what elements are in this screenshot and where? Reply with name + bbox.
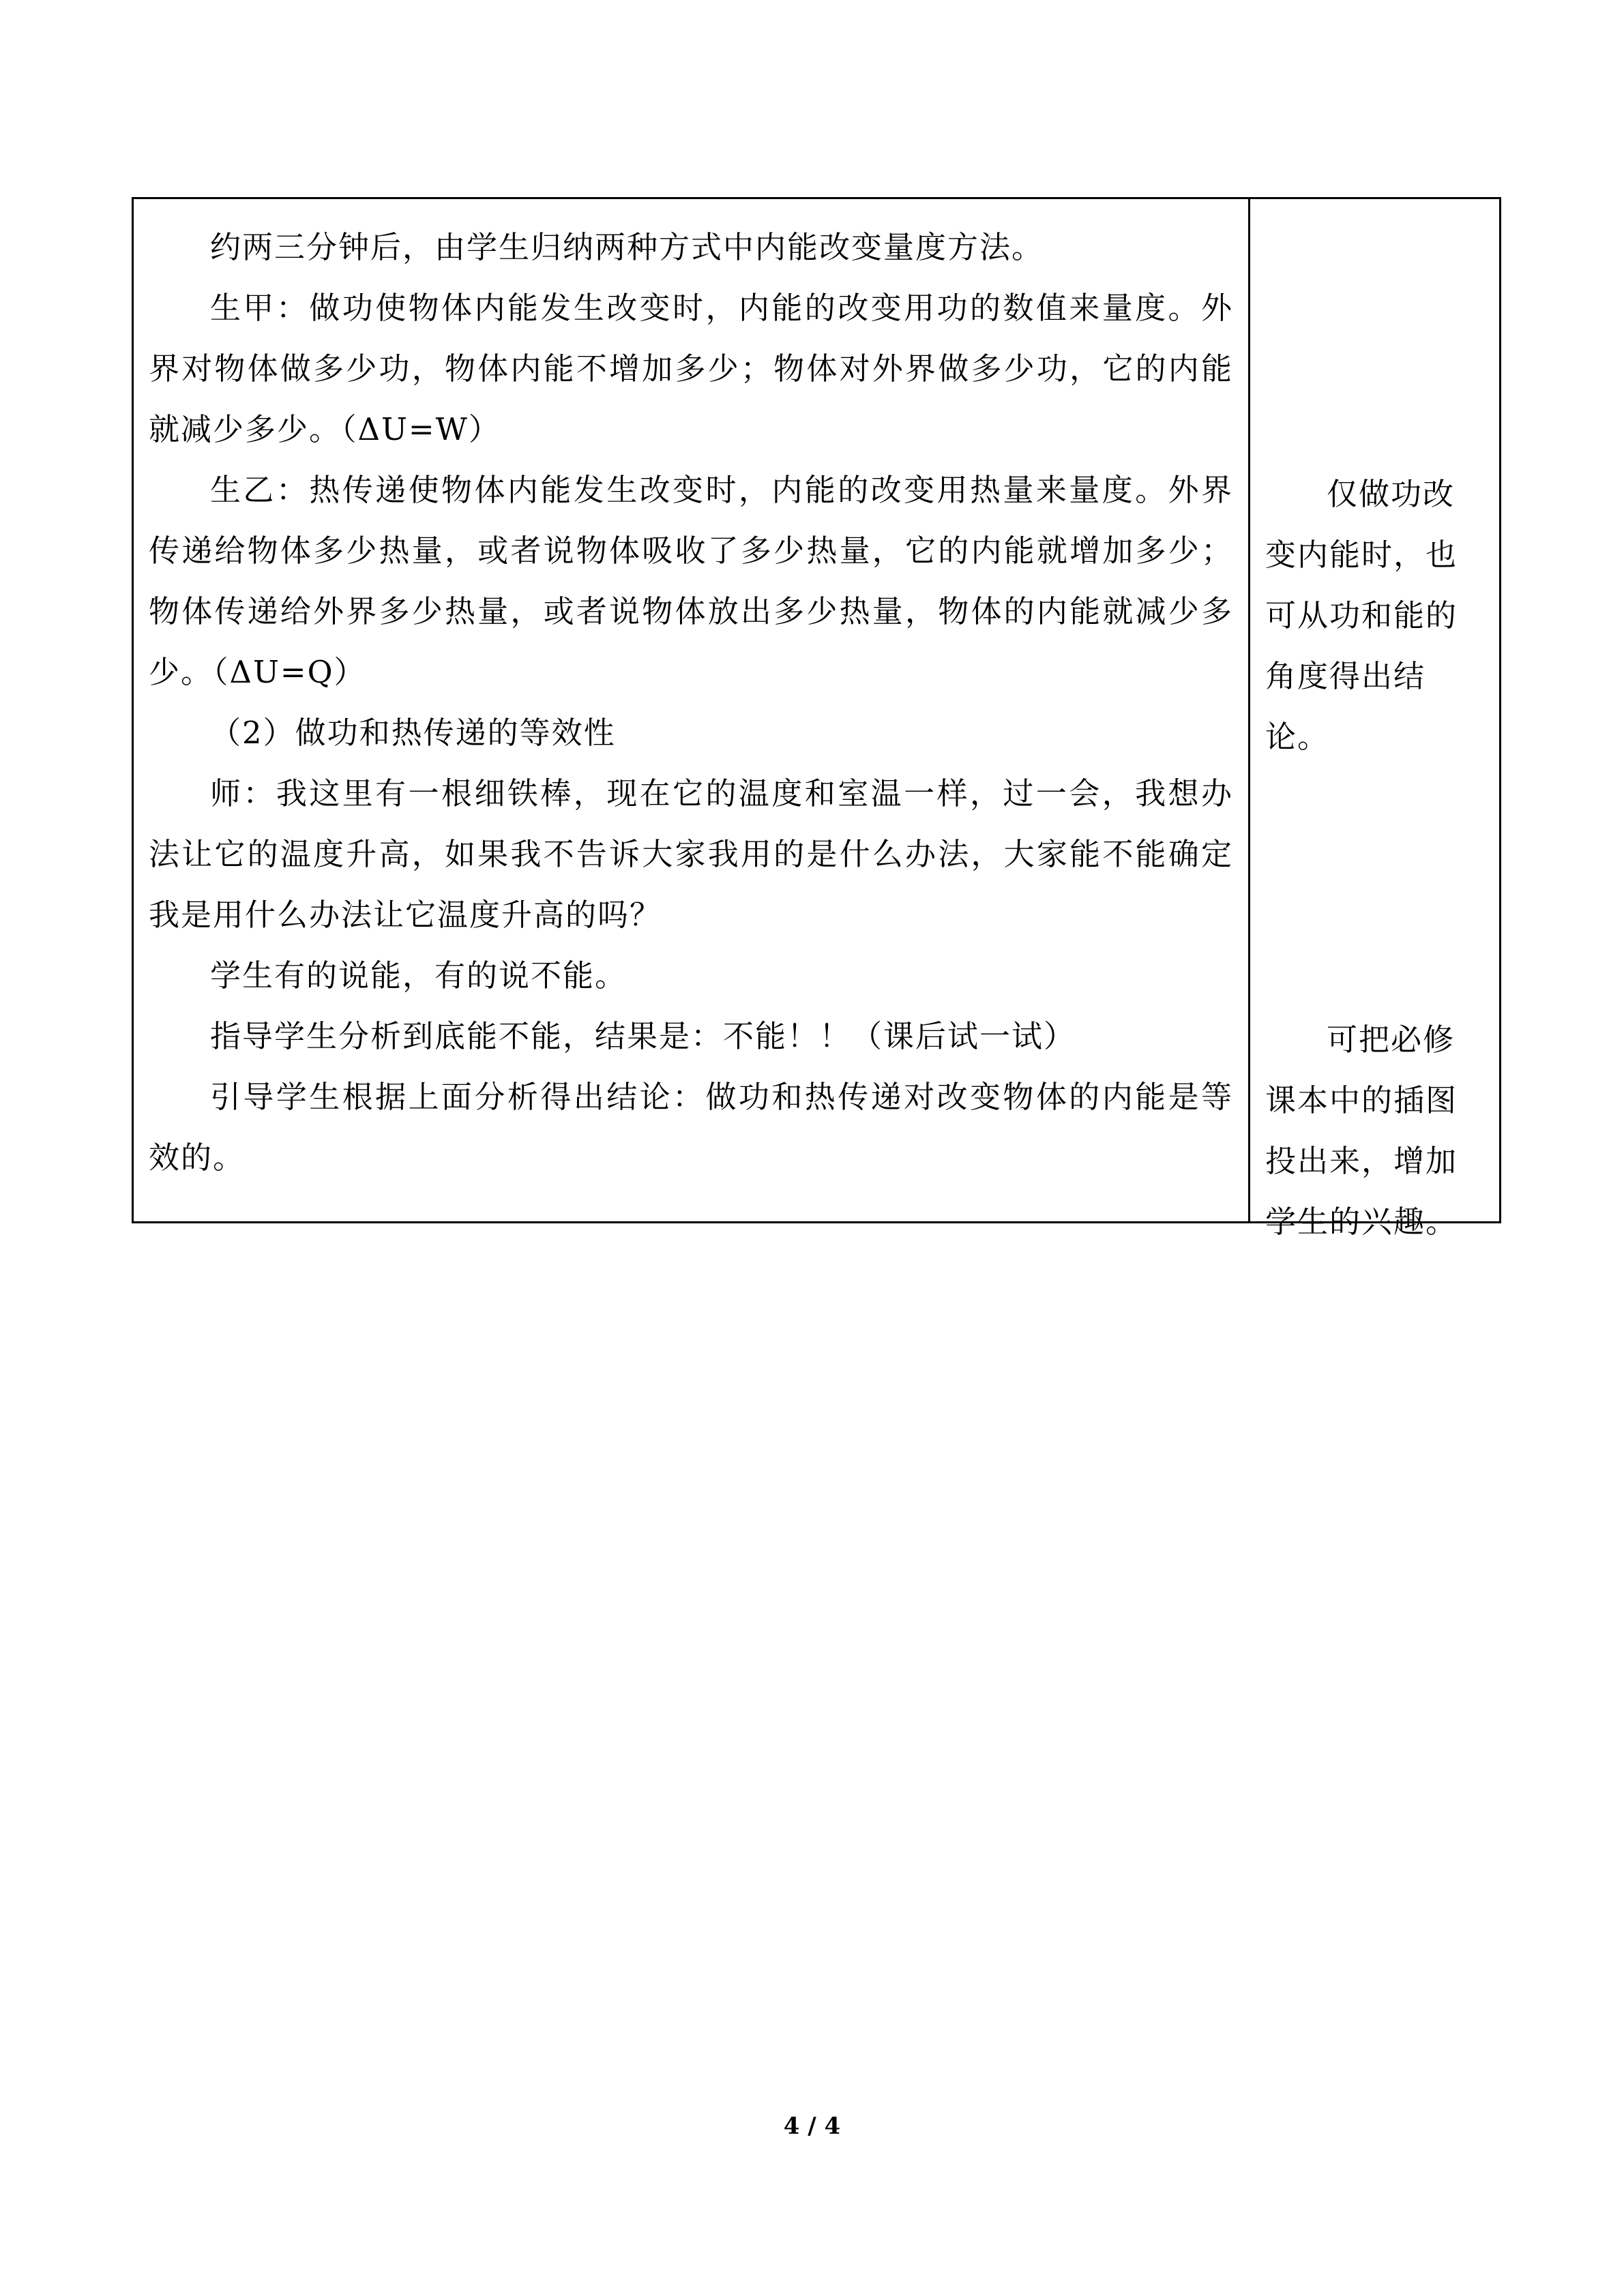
side-note-illustration: 可把必修课本中的插图投出来，增加学生的兴趣。 — [1265, 1022, 1458, 1240]
section-heading-equivalence: （2）做功和热传递的等效性 — [210, 715, 616, 751]
lesson-plan-table — [132, 197, 1501, 1240]
paragraph-teacher-question: 师：我这里有一根细铁棒，现在它的温度和室温一样，过一会，我想办法让它的温度升高，如果我不告诉大家我用的是什么办法，大家能不能确定我是用什么办法让它温度升高的吗？ — [149, 775, 1233, 933]
paragraph-conclusion: 引导学生根据上面分析得出结论：做功和热传递对改变物体的内能是等效的。 — [149, 1079, 1233, 1176]
side-note-work-energy: 仅做功改变内能时，也可从功和能的角度得出结论。 — [1265, 476, 1458, 755]
page-number: 4 / 4 — [783, 2113, 841, 2140]
paragraph-student-b: 生乙：热传递使物体内能发生改变时，内能的改变用热量来量度。外界传递给物体多少热量，或者说物体吸收了多少热量，它的内能就增加多少；物体传递给外界多少热量，或者说物体放出多少热量，物体的内能就减少多少。（ΔU=Q） — [149, 472, 1233, 690]
paragraph-summary-intro: 约两三分钟后，由学生归纳两种方式中内能改变量度方法。 — [210, 229, 1044, 265]
paragraph-student-a: 生甲：做功使物体内能发生改变时，内能的改变用功的数值来量度。外界对物体做多少功，物体内能不增加多少；物体对外界做多少功，它的内能就减少多少。（ΔU=W） — [149, 290, 1233, 447]
paragraph-guidance: 指导学生分析到底能不能，结果是：不能！！（课后试一试） — [210, 1018, 1076, 1054]
main-content-cell — [134, 199, 1250, 1221]
paragraph-student-response: 学生有的说能，有的说不能。 — [210, 957, 628, 994]
side-notes-cell — [1250, 199, 1499, 1240]
